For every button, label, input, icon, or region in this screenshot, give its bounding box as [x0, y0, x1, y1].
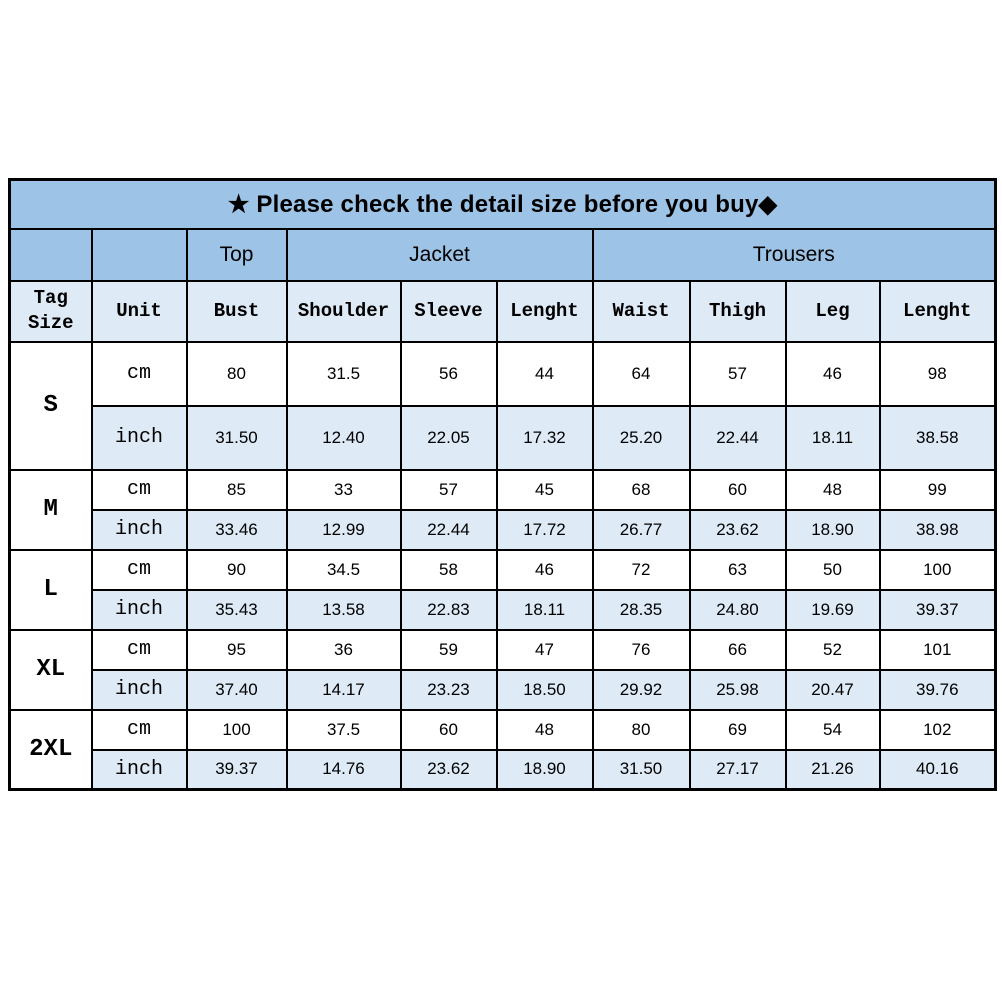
- value-cell: 52: [786, 630, 880, 670]
- size-label-m: M: [10, 470, 92, 550]
- value-cell: 50: [786, 550, 880, 590]
- value-cell: 33.46: [187, 510, 287, 550]
- value-cell: 58: [401, 550, 497, 590]
- value-cell: 68: [593, 470, 690, 510]
- row-xl-cm: [10, 630, 996, 670]
- row-l-inch: [10, 590, 996, 630]
- unit-label-cm: cm: [92, 710, 187, 750]
- column-header-shoulder: Shoulder: [287, 281, 401, 342]
- value-cell: 46: [786, 342, 880, 406]
- value-cell: 21.26: [786, 750, 880, 790]
- value-cell: 64: [593, 342, 690, 406]
- value-cell: 80: [187, 342, 287, 406]
- value-cell: 31.5: [287, 342, 401, 406]
- row-s-inch: [10, 406, 996, 470]
- value-cell: 18.50: [497, 670, 593, 710]
- value-cell: 72: [593, 550, 690, 590]
- row-2xl-inch: [10, 750, 996, 790]
- value-cell: 18.11: [786, 406, 880, 470]
- value-cell: 29.92: [593, 670, 690, 710]
- value-cell: 34.5: [287, 550, 401, 590]
- value-cell: 31.50: [593, 750, 690, 790]
- value-cell: 36: [287, 630, 401, 670]
- unit-label-inch: inch: [92, 510, 187, 550]
- column-header-leg: Leg: [786, 281, 880, 342]
- unit-label-inch: inch: [92, 670, 187, 710]
- unit-label-cm: cm: [92, 342, 187, 406]
- value-cell: 85: [187, 470, 287, 510]
- value-cell: 22.05: [401, 406, 497, 470]
- table-title: ★ Please check the detail size before you buy◆: [10, 180, 996, 229]
- value-cell: 25.98: [690, 670, 786, 710]
- value-cell: 66: [690, 630, 786, 670]
- value-cell: 102: [880, 710, 996, 750]
- row-xl-inch: [10, 670, 996, 710]
- value-cell: 59: [401, 630, 497, 670]
- value-cell: 56: [401, 342, 497, 406]
- value-cell: 18.90: [786, 510, 880, 550]
- value-cell: 60: [401, 710, 497, 750]
- value-cell: 27.17: [690, 750, 786, 790]
- value-cell: 45: [497, 470, 593, 510]
- value-cell: 25.20: [593, 406, 690, 470]
- value-cell: 69: [690, 710, 786, 750]
- unit-label-inch: inch: [92, 590, 187, 630]
- value-cell: 39.76: [880, 670, 996, 710]
- value-cell: 33: [287, 470, 401, 510]
- value-cell: 98: [880, 342, 996, 406]
- column-header-tag-size: Tag Size: [10, 281, 92, 342]
- value-cell: 37.5: [287, 710, 401, 750]
- value-cell: 40.16: [880, 750, 996, 790]
- column-header-jacket-length: Lenght: [497, 281, 593, 342]
- value-cell: 24.80: [690, 590, 786, 630]
- value-cell: 20.47: [786, 670, 880, 710]
- value-cell: 22.83: [401, 590, 497, 630]
- value-cell: 48: [497, 710, 593, 750]
- value-cell: 47: [497, 630, 593, 670]
- value-cell: 12.99: [287, 510, 401, 550]
- group-header-row: [10, 229, 996, 281]
- row-m-cm: [10, 470, 996, 510]
- value-cell: 22.44: [690, 406, 786, 470]
- value-cell: 57: [401, 470, 497, 510]
- column-header-bust: Bust: [187, 281, 287, 342]
- row-l-cm: [10, 550, 996, 590]
- value-cell: 19.69: [786, 590, 880, 630]
- value-cell: 39.37: [880, 590, 996, 630]
- column-header-waist: Waist: [593, 281, 690, 342]
- value-cell: 18.90: [497, 750, 593, 790]
- title-row: [10, 180, 996, 229]
- column-header-row: [10, 281, 996, 342]
- value-cell: 80: [593, 710, 690, 750]
- value-cell: 23.62: [401, 750, 497, 790]
- value-cell: 22.44: [401, 510, 497, 550]
- column-header-sleeve: Sleeve: [401, 281, 497, 342]
- value-cell: 99: [880, 470, 996, 510]
- value-cell: 46: [497, 550, 593, 590]
- unit-label-cm: cm: [92, 630, 187, 670]
- value-cell: 14.76: [287, 750, 401, 790]
- column-header-unit: Unit: [92, 281, 187, 342]
- group-header-empty-1: [10, 229, 92, 281]
- value-cell: 48: [786, 470, 880, 510]
- value-cell: 57: [690, 342, 786, 406]
- size-label-2xl: 2XL: [10, 710, 92, 790]
- column-header-thigh: Thigh: [690, 281, 786, 342]
- value-cell: 60: [690, 470, 786, 510]
- unit-label-inch: inch: [92, 750, 187, 790]
- unit-label-inch: inch: [92, 406, 187, 470]
- value-cell: 37.40: [187, 670, 287, 710]
- size-label-l: L: [10, 550, 92, 630]
- value-cell: 100: [880, 550, 996, 590]
- value-cell: 38.98: [880, 510, 996, 550]
- group-header-trousers: Trousers: [593, 229, 996, 281]
- group-header-jacket: Jacket: [287, 229, 593, 281]
- row-s-cm: [10, 342, 996, 406]
- value-cell: 35.43: [187, 590, 287, 630]
- size-label-xl: XL: [10, 630, 92, 710]
- value-cell: 39.37: [187, 750, 287, 790]
- value-cell: 26.77: [593, 510, 690, 550]
- value-cell: 17.32: [497, 406, 593, 470]
- value-cell: 54: [786, 710, 880, 750]
- column-header-trousers-length: Lenght: [880, 281, 996, 342]
- value-cell: 44: [497, 342, 593, 406]
- size-label-s: S: [10, 342, 92, 470]
- value-cell: 14.17: [287, 670, 401, 710]
- value-cell: 63: [690, 550, 786, 590]
- value-cell: 23.23: [401, 670, 497, 710]
- value-cell: 13.58: [287, 590, 401, 630]
- unit-label-cm: cm: [92, 550, 187, 590]
- value-cell: 101: [880, 630, 996, 670]
- value-cell: 76: [593, 630, 690, 670]
- value-cell: 31.50: [187, 406, 287, 470]
- unit-label-cm: cm: [92, 470, 187, 510]
- value-cell: 90: [187, 550, 287, 590]
- value-cell: 95: [187, 630, 287, 670]
- group-header-top: Top: [187, 229, 287, 281]
- value-cell: 38.58: [880, 406, 996, 470]
- value-cell: 100: [187, 710, 287, 750]
- value-cell: 17.72: [497, 510, 593, 550]
- size-chart-table: [8, 178, 997, 791]
- row-m-inch: [10, 510, 996, 550]
- value-cell: 28.35: [593, 590, 690, 630]
- group-header-empty-2: [92, 229, 187, 281]
- value-cell: 23.62: [690, 510, 786, 550]
- row-2xl-cm: [10, 710, 996, 750]
- value-cell: 18.11: [497, 590, 593, 630]
- value-cell: 12.40: [287, 406, 401, 470]
